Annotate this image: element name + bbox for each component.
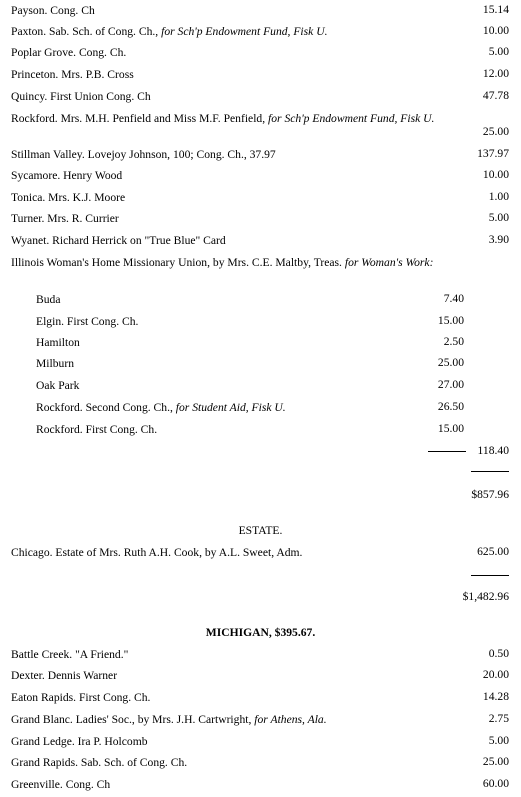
entry-amount: 2.50 (443, 335, 464, 348)
entry-name: Poplar Grove. Cong. Ch. (11, 46, 127, 59)
entry-name: Buda (36, 293, 61, 306)
entry-amount: 27.00 (437, 378, 464, 391)
entry-amount: 25.00 (437, 356, 464, 369)
entry-amount: 2.75 (488, 712, 509, 725)
section-intro (11, 255, 509, 287)
entry-name: Rockford. Mrs. M.H. Penfield and Miss M.F. Penfield, (11, 112, 269, 125)
entry-name: Quincy. First Union Cong. Ch (11, 90, 151, 103)
entry-amount: 3.90 (488, 233, 509, 246)
entry-amount: 47.78 (482, 89, 509, 102)
entry-amount: 137.97 (477, 147, 509, 160)
grand-total-amount: $1,482.96 (462, 590, 509, 603)
entry-name: Milburn (36, 357, 75, 370)
state-total-amount: $857.96 (471, 488, 509, 501)
entry-name: Tonica. Mrs. K.J. Moore (11, 191, 126, 204)
entry-amount: 60.00 (482, 777, 509, 790)
entry-name: Grand Blanc. Ladies' Soc., by Mrs. J.H. Cartwright, (11, 713, 255, 726)
entry-amount: 5.00 (488, 734, 509, 747)
entry-amount: 10.00 (482, 168, 509, 181)
entry-name: Chicago. Estate of Mrs. Ruth A.H. Cook, by A.L. Sweet, Adm. (11, 546, 303, 559)
entry-amount: 15.00 (437, 314, 464, 327)
entry-name: Grand Ledge. Ira P. Holcomb (11, 735, 148, 748)
entry-amount: 625.00 (477, 545, 509, 558)
entry-name: Payson. Cong. Ch (11, 4, 95, 17)
entry-name: Princeton. Mrs. P.B. Cross (11, 68, 134, 81)
entry-name: Battle Creek. "A Friend." (11, 648, 129, 661)
entry-amount: 5.00 (488, 211, 509, 224)
total-rule (471, 471, 509, 472)
entry-name: Turner. Mrs. R. Currier (11, 212, 119, 225)
entry-amount: 1.00 (488, 190, 509, 203)
entry-name: Stillman Valley. Lovejoy Johnson, 100; Cong. Ch., 37.97 (11, 148, 276, 161)
section-heading-michigan: MICHIGAN, $395.67. (205, 626, 316, 639)
entry-name: Rockford. First Cong. Ch. (36, 423, 158, 436)
entry-note: for Woman's Work: (344, 256, 434, 269)
entry-amount: 12.00 (482, 67, 509, 80)
entry-name: Sycamore. Henry Wood (11, 169, 123, 182)
entry-note: for Sch'p Endowment Fund, Fisk U. (161, 25, 328, 38)
entry-name: Wyanet. Richard Herrick on "True Blue" Card (11, 234, 226, 247)
subtotal-amount: 118.40 (477, 444, 509, 457)
entry-amount: 25.00 (482, 755, 509, 768)
entry-name: Illinois Woman's Home Missionary Union, by Mrs. C.E. Maltby, Treas. (11, 256, 345, 269)
subtotal-rule (428, 451, 466, 452)
entry-name: Rockford. Second Cong. Ch., (36, 401, 176, 414)
entry-name: Oak Park (36, 379, 80, 392)
entry-name: Elgin. First Cong. Ch. (36, 315, 139, 328)
entry-amount: 25.00 (482, 125, 509, 138)
entry-note: for Sch'p Endowment Fund, Fisk U. (268, 112, 435, 125)
section-heading-estate: ESTATE. (238, 524, 283, 537)
entry-name: Hamilton (36, 336, 80, 349)
entry-amount: 0.50 (488, 647, 509, 660)
entry-amount: 20.00 (482, 668, 509, 681)
list-item (11, 111, 509, 143)
entry-name: Dexter. Dennis Warner (11, 669, 118, 682)
entry-name: Grand Rapids. Sab. Sch. of Cong. Ch. (11, 756, 188, 769)
entry-amount: 15.14 (482, 3, 509, 16)
entry-name: Paxton. Sab. Sch. of Cong. Ch., (11, 25, 162, 38)
entry-name: Greenville. Cong. Ch (11, 778, 111, 791)
entry-amount: 10.00 (482, 24, 509, 37)
entry-amount: 7.40 (443, 292, 464, 305)
entry-name: Eaton Rapids. First Cong. Ch. (11, 691, 151, 704)
entry-note: for Athens, Ala. (254, 713, 327, 726)
entry-amount: 26.50 (437, 400, 464, 413)
entry-amount: 15.00 (437, 422, 464, 435)
total-rule (471, 575, 509, 576)
entry-note: for Student Aid, Fisk U. (175, 401, 286, 414)
entry-amount: 14.28 (482, 690, 509, 703)
entry-amount: 5.00 (488, 45, 509, 58)
